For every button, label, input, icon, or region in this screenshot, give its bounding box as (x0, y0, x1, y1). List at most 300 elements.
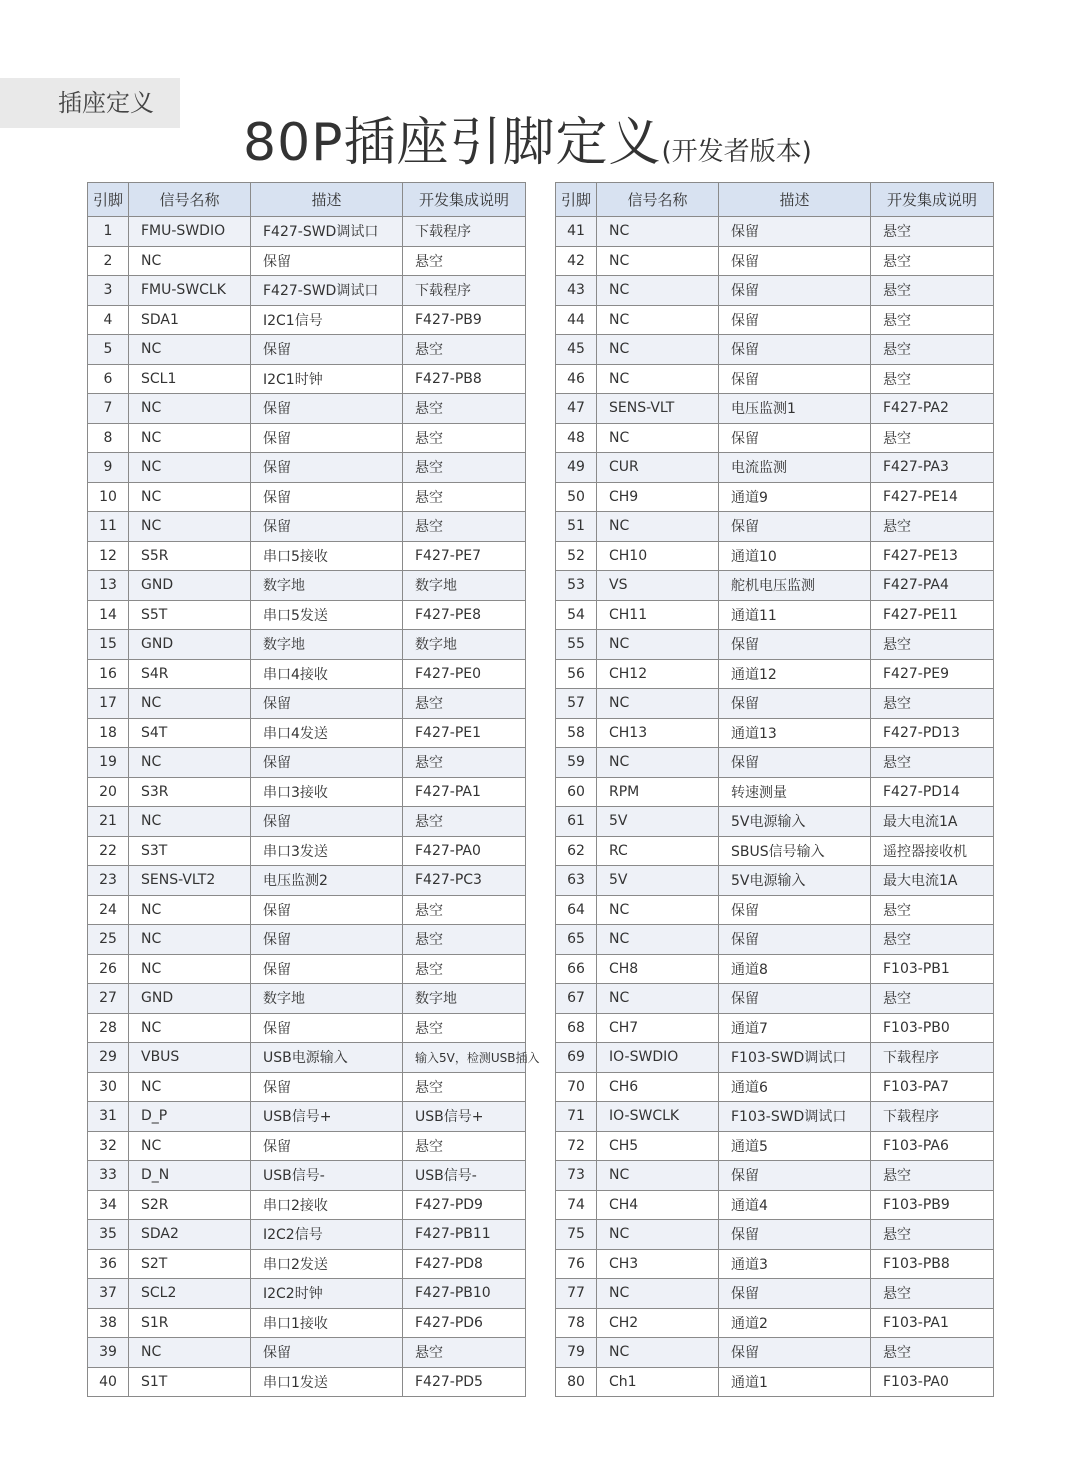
signal-name: NC (129, 1338, 251, 1368)
table-row (88, 305, 526, 335)
pin-number: 20 (88, 777, 129, 807)
signal-name: NC (597, 512, 719, 542)
table-row (88, 217, 526, 247)
signal-name: VS (597, 571, 719, 601)
table-row (88, 659, 526, 689)
integration-note: 悬空 (871, 423, 994, 453)
integration-note: F427-PE1 (403, 718, 526, 748)
integration-note: F427-PE8 (403, 600, 526, 630)
description: F103-SWD调试口 (719, 1043, 871, 1073)
description: 转速测量 (719, 777, 871, 807)
table-row (88, 807, 526, 837)
pin-number: 65 (556, 925, 597, 955)
signal-name: CH8 (597, 954, 719, 984)
pin-number: 63 (556, 866, 597, 896)
pin-number: 54 (556, 600, 597, 630)
integration-note: F427-PB8 (403, 364, 526, 394)
table-row (88, 246, 526, 276)
description: I2C1时钟 (251, 364, 403, 394)
pin-number: 80 (556, 1367, 597, 1397)
integration-note: 悬空 (871, 748, 994, 778)
pin-number: 34 (88, 1190, 129, 1220)
pin-number: 62 (556, 836, 597, 866)
integration-note: 最大电流1A (871, 866, 994, 896)
description: 5V电源输入 (719, 866, 871, 896)
description: 保留 (719, 689, 871, 719)
pin-number: 10 (88, 482, 129, 512)
integration-note: F427-PA0 (403, 836, 526, 866)
description: I2C1信号 (251, 305, 403, 335)
integration-note: 悬空 (871, 335, 994, 365)
header-description: 描述 (719, 183, 871, 217)
table-row (88, 866, 526, 896)
description: 通道12 (719, 659, 871, 689)
table-header-row (556, 183, 994, 217)
description: USB信号- (251, 1161, 403, 1191)
table-row (556, 689, 994, 719)
description: 保留 (251, 689, 403, 719)
description: 保留 (719, 1279, 871, 1309)
pin-number: 45 (556, 335, 597, 365)
table-row (556, 1102, 994, 1132)
pin-number: 58 (556, 718, 597, 748)
pin-number: 30 (88, 1072, 129, 1102)
integration-note: F427-PD13 (871, 718, 994, 748)
pin-number: 36 (88, 1249, 129, 1279)
description: 串口3接收 (251, 777, 403, 807)
description: 通道5 (719, 1131, 871, 1161)
integration-note: 悬空 (403, 335, 526, 365)
signal-name: NC (129, 689, 251, 719)
signal-name: D_P (129, 1102, 251, 1132)
integration-note: F427-PD8 (403, 1249, 526, 1279)
section-tag: 插座定义 (0, 78, 180, 128)
signal-name: S1R (129, 1308, 251, 1338)
table-row (556, 482, 994, 512)
description: 串口2接收 (251, 1190, 403, 1220)
table-row (556, 600, 994, 630)
signal-name: CH4 (597, 1190, 719, 1220)
signal-name: NC (597, 1338, 719, 1368)
integration-note: 悬空 (403, 1072, 526, 1102)
table-row (556, 541, 994, 571)
pin-number: 23 (88, 866, 129, 896)
pin-number: 42 (556, 246, 597, 276)
signal-name: FMU-SWDIO (129, 217, 251, 247)
table-row (556, 217, 994, 247)
integration-note: 下载程序 (403, 217, 526, 247)
description: 保留 (251, 954, 403, 984)
table-row (556, 1072, 994, 1102)
signal-name: S2R (129, 1190, 251, 1220)
signal-name: NC (597, 1279, 719, 1309)
signal-name: S2T (129, 1249, 251, 1279)
signal-name: NC (129, 748, 251, 778)
signal-name: NC (129, 423, 251, 453)
integration-note: 悬空 (871, 512, 994, 542)
description: 通道6 (719, 1072, 871, 1102)
pin-number: 68 (556, 1013, 597, 1043)
description: 保留 (719, 276, 871, 306)
signal-name: CH13 (597, 718, 719, 748)
signal-name: NC (129, 1013, 251, 1043)
signal-name: NC (597, 305, 719, 335)
table-row (88, 984, 526, 1014)
signal-name: CH6 (597, 1072, 719, 1102)
signal-name: S5R (129, 541, 251, 571)
pin-number: 13 (88, 571, 129, 601)
table-row (556, 1249, 994, 1279)
integration-note: 遥控器接收机 (871, 836, 994, 866)
signal-name: VBUS (129, 1043, 251, 1073)
signal-name: RPM (597, 777, 719, 807)
description: 串口3发送 (251, 836, 403, 866)
table-row (556, 571, 994, 601)
description: 保留 (251, 807, 403, 837)
description: 舵机电压监测 (719, 571, 871, 601)
signal-name: SDA2 (129, 1220, 251, 1250)
description: USB信号+ (251, 1102, 403, 1132)
description: 保留 (251, 512, 403, 542)
table-row (556, 246, 994, 276)
description: 保留 (719, 748, 871, 778)
table-row (88, 777, 526, 807)
integration-note: 悬空 (871, 630, 994, 660)
integration-note: 悬空 (403, 807, 526, 837)
pin-number: 5 (88, 335, 129, 365)
integration-note: 最大电流1A (871, 807, 994, 837)
description: 保留 (251, 423, 403, 453)
pin-number: 70 (556, 1072, 597, 1102)
description: 保留 (251, 453, 403, 483)
description: 通道11 (719, 600, 871, 630)
description: 5V电源输入 (719, 807, 871, 837)
title-sub: (开发者版本) (661, 137, 812, 167)
pin-number: 6 (88, 364, 129, 394)
integration-note: F427-PE0 (403, 659, 526, 689)
pin-number: 38 (88, 1308, 129, 1338)
pin-number: 15 (88, 630, 129, 660)
description: 保留 (719, 1338, 871, 1368)
description: 保留 (719, 925, 871, 955)
description: 保留 (719, 984, 871, 1014)
description: 保留 (719, 895, 871, 925)
header-integration-note: 开发集成说明 (403, 183, 526, 217)
pin-number: 43 (556, 276, 597, 306)
description: 通道3 (719, 1249, 871, 1279)
table-row (556, 1367, 994, 1397)
integration-note: 悬空 (871, 689, 994, 719)
description: 保留 (251, 1131, 403, 1161)
signal-name: NC (597, 335, 719, 365)
pin-number: 27 (88, 984, 129, 1014)
table-row (556, 1131, 994, 1161)
pin-number: 75 (556, 1220, 597, 1250)
signal-name: CH2 (597, 1308, 719, 1338)
signal-name: IO-SWDIO (597, 1043, 719, 1073)
integration-note: F427-PE14 (871, 482, 994, 512)
pin-number: 72 (556, 1131, 597, 1161)
integration-note: 悬空 (871, 1161, 994, 1191)
table-row (88, 600, 526, 630)
pin-table-left (87, 182, 540, 1397)
description: 保留 (719, 246, 871, 276)
header-pin: 引脚 (556, 183, 597, 217)
pin-number: 67 (556, 984, 597, 1014)
table-row (556, 1190, 994, 1220)
integration-note: F103-PB8 (871, 1249, 994, 1279)
integration-note: F103-PB0 (871, 1013, 994, 1043)
description: I2C2信号 (251, 1220, 403, 1250)
integration-note: 下载程序 (871, 1043, 994, 1073)
signal-name: NC (129, 512, 251, 542)
table-row (88, 1043, 526, 1073)
pin-number: 71 (556, 1102, 597, 1132)
signal-name: NC (597, 1220, 719, 1250)
integration-note: 悬空 (871, 246, 994, 276)
signal-name: CUR (597, 453, 719, 483)
integration-note: 悬空 (403, 1338, 526, 1368)
table-row (88, 1102, 526, 1132)
integration-note: 悬空 (403, 1013, 526, 1043)
integration-note: 下载程序 (403, 276, 526, 306)
integration-note: 悬空 (403, 512, 526, 542)
description: 保留 (719, 217, 871, 247)
table-row (556, 836, 994, 866)
integration-note: F427-PD9 (403, 1190, 526, 1220)
table-row (88, 836, 526, 866)
table-row (88, 335, 526, 365)
pin-number: 16 (88, 659, 129, 689)
description: 保留 (251, 335, 403, 365)
description: 通道10 (719, 541, 871, 571)
signal-name: NC (129, 1131, 251, 1161)
signal-name: GND (129, 630, 251, 660)
table-row (88, 394, 526, 424)
pin-number: 76 (556, 1249, 597, 1279)
signal-name: NC (129, 807, 251, 837)
pin-number: 2 (88, 246, 129, 276)
description: F103-SWD调试口 (719, 1102, 871, 1132)
signal-name: S4R (129, 659, 251, 689)
integration-note: F427-PA3 (871, 453, 994, 483)
table-row (556, 512, 994, 542)
integration-note: 悬空 (403, 954, 526, 984)
description: F427-SWD调试口 (251, 276, 403, 306)
table-row (88, 630, 526, 660)
pin-number: 47 (556, 394, 597, 424)
integration-note: 悬空 (871, 895, 994, 925)
integration-note: F427-PB9 (403, 305, 526, 335)
description: I2C2时钟 (251, 1279, 403, 1309)
description: 保留 (719, 512, 871, 542)
pin-number: 44 (556, 305, 597, 335)
description: F427-SWD调试口 (251, 217, 403, 247)
pin-number: 78 (556, 1308, 597, 1338)
pin-number: 77 (556, 1279, 597, 1309)
pin-number: 56 (556, 659, 597, 689)
table-row (556, 630, 994, 660)
integration-note: 悬空 (871, 1220, 994, 1250)
table-row (556, 305, 994, 335)
pin-number: 33 (88, 1161, 129, 1191)
table-row (556, 1279, 994, 1309)
integration-note: F427-PE7 (403, 541, 526, 571)
signal-name: CH3 (597, 1249, 719, 1279)
pin-number: 59 (556, 748, 597, 778)
integration-note: F427-PB10 (403, 1279, 526, 1309)
description: 通道13 (719, 718, 871, 748)
signal-name: 5V (597, 866, 719, 896)
signal-name: S5T (129, 600, 251, 630)
pin-number: 66 (556, 954, 597, 984)
pin-number: 24 (88, 895, 129, 925)
table-row (88, 689, 526, 719)
signal-name: NC (597, 217, 719, 247)
pin-number: 51 (556, 512, 597, 542)
table-row (556, 895, 994, 925)
pin-number: 69 (556, 1043, 597, 1073)
integration-note: F427-PC3 (403, 866, 526, 896)
pin-number: 61 (556, 807, 597, 837)
table-row (88, 1308, 526, 1338)
description: 串口5接收 (251, 541, 403, 571)
description: 保留 (251, 748, 403, 778)
signal-name: S4T (129, 718, 251, 748)
table-row (88, 364, 526, 394)
pin-number: 12 (88, 541, 129, 571)
description: 保留 (251, 895, 403, 925)
header-signal: 信号名称 (129, 183, 251, 217)
pin-number: 73 (556, 1161, 597, 1191)
table-row (88, 1161, 526, 1191)
description: 保留 (719, 1220, 871, 1250)
header-signal: 信号名称 (597, 183, 719, 217)
pin-number: 57 (556, 689, 597, 719)
description: 保留 (251, 1013, 403, 1043)
table-row (88, 1249, 526, 1279)
description: 串口4发送 (251, 718, 403, 748)
signal-name: NC (129, 394, 251, 424)
integration-note: 悬空 (871, 364, 994, 394)
table-row (556, 1043, 994, 1073)
table-row (556, 423, 994, 453)
pin-number: 53 (556, 571, 597, 601)
pin-number: 7 (88, 394, 129, 424)
description: 串口1发送 (251, 1367, 403, 1397)
pin-number: 17 (88, 689, 129, 719)
signal-name: NC (597, 1161, 719, 1191)
integration-note: F427-PE9 (871, 659, 994, 689)
integration-note: 悬空 (871, 305, 994, 335)
description: 串口1接收 (251, 1308, 403, 1338)
signal-name: CH9 (597, 482, 719, 512)
pin-number: 9 (88, 453, 129, 483)
integration-note: 悬空 (403, 482, 526, 512)
description: 保留 (251, 1338, 403, 1368)
signal-name: NC (129, 895, 251, 925)
pin-number: 25 (88, 925, 129, 955)
description: 电流监测 (719, 453, 871, 483)
integration-note: USB信号- (403, 1161, 526, 1191)
signal-name: CH7 (597, 1013, 719, 1043)
integration-note: 悬空 (871, 276, 994, 306)
integration-note: F427-PD5 (403, 1367, 526, 1397)
pin-number: 4 (88, 305, 129, 335)
integration-note: 悬空 (403, 246, 526, 276)
signal-name: NC (129, 954, 251, 984)
description: 电压监测2 (251, 866, 403, 896)
pin-number: 60 (556, 777, 597, 807)
pin-number: 1 (88, 217, 129, 247)
table-row (556, 659, 994, 689)
pin-number: 40 (88, 1367, 129, 1397)
pin-number: 74 (556, 1190, 597, 1220)
pin-table-right (555, 182, 994, 1397)
integration-note: 悬空 (403, 453, 526, 483)
signal-name: NC (597, 364, 719, 394)
description: 通道9 (719, 482, 871, 512)
table-row (88, 482, 526, 512)
signal-name: S1T (129, 1367, 251, 1397)
integration-note: 数字地 (403, 630, 526, 660)
integration-note: F427-PA4 (871, 571, 994, 601)
integration-note: 悬空 (403, 925, 526, 955)
integration-note: F427-PB11 (403, 1220, 526, 1250)
table-row (88, 453, 526, 483)
description: 串口4接收 (251, 659, 403, 689)
table-row (88, 748, 526, 778)
description: 通道4 (719, 1190, 871, 1220)
pin-number: 52 (556, 541, 597, 571)
description: 数字地 (251, 571, 403, 601)
pin-number: 50 (556, 482, 597, 512)
description: 通道8 (719, 954, 871, 984)
signal-name: GND (129, 571, 251, 601)
integration-note: F103-PA6 (871, 1131, 994, 1161)
signal-name: SENS-VLT2 (129, 866, 251, 896)
pin-number: 41 (556, 217, 597, 247)
integration-note: 数字地 (403, 984, 526, 1014)
table-row (556, 453, 994, 483)
integration-note: 悬空 (403, 1131, 526, 1161)
description: 保留 (719, 630, 871, 660)
description: 保留 (719, 423, 871, 453)
signal-name: NC (597, 984, 719, 1014)
table-row (88, 1013, 526, 1043)
integration-note: F427-PA2 (871, 394, 994, 424)
table-row (88, 423, 526, 453)
table-header-row (88, 183, 526, 217)
table-row (556, 394, 994, 424)
table-row (556, 364, 994, 394)
integration-note: 悬空 (403, 689, 526, 719)
integration-note: 悬空 (871, 1279, 994, 1309)
table-row (88, 1190, 526, 1220)
description: SBUS信号输入 (719, 836, 871, 866)
integration-note: F427-PA1 (403, 777, 526, 807)
integration-note: F427-PE13 (871, 541, 994, 571)
table-row (88, 895, 526, 925)
table-row (88, 1338, 526, 1368)
table-row (556, 925, 994, 955)
integration-note: F103-PA7 (871, 1072, 994, 1102)
integration-note: 悬空 (403, 748, 526, 778)
signal-name: GND (129, 984, 251, 1014)
table-row (556, 335, 994, 365)
signal-name: NC (597, 276, 719, 306)
integration-note: 数字地 (403, 571, 526, 601)
